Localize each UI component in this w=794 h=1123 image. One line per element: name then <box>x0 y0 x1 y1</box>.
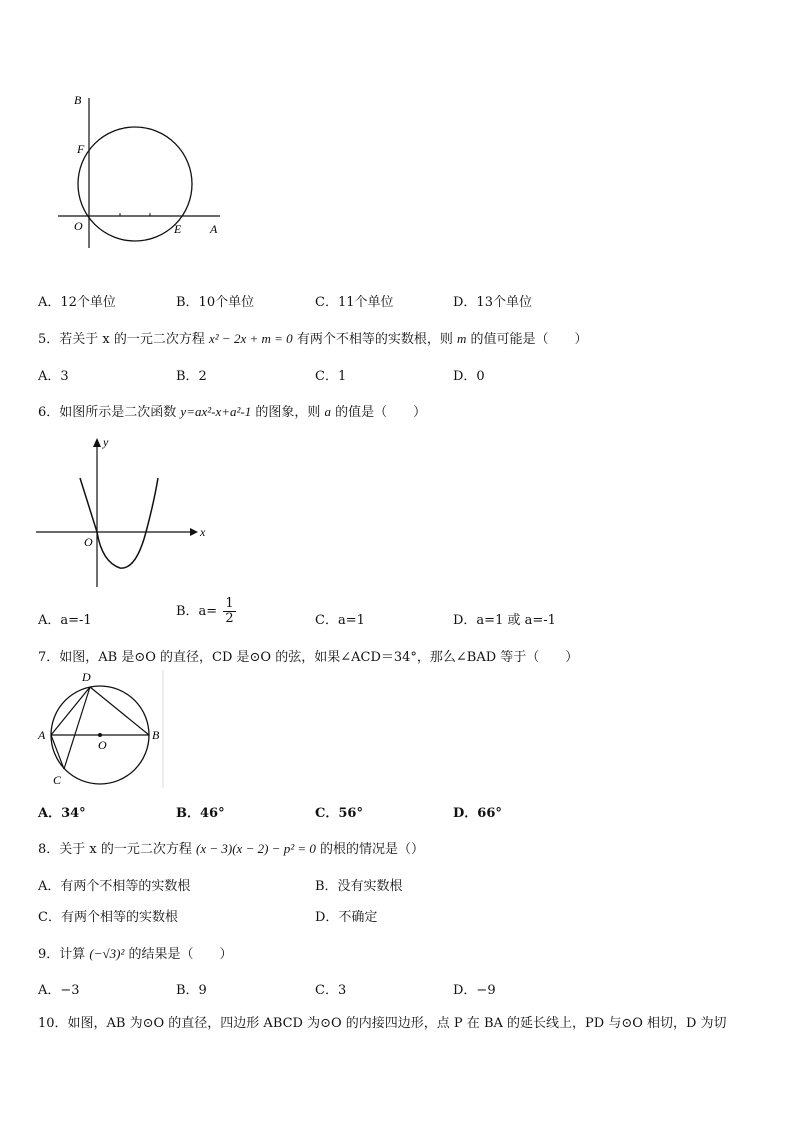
q7-label-c: C <box>53 773 62 787</box>
q7-option-c[interactable]: C．56° <box>315 806 363 821</box>
fig4-label-a: A <box>210 222 218 236</box>
q7-label-d: D <box>82 670 91 684</box>
q5-option-b[interactable]: B．2 <box>176 369 207 384</box>
q4-option-a[interactable]: A．12个单位 <box>38 295 116 310</box>
q7-label-b: B <box>152 728 160 742</box>
q6-option-b-denominator: 2 <box>225 611 234 626</box>
q7-label-o: O <box>98 738 107 752</box>
q5-option-d[interactable]: D．0 <box>453 369 485 384</box>
q5-option-c[interactable]: C．1 <box>315 369 347 384</box>
q4-figure <box>50 90 230 250</box>
q9-option-a[interactable]: A．−3 <box>38 983 80 998</box>
q4-option-b[interactable]: B．10个单位 <box>176 295 255 310</box>
q7-option-d[interactable]: D．66° <box>453 806 502 821</box>
fig4-label-b: B <box>74 93 82 107</box>
q6-func: y=ax²-x+a²-1 <box>180 404 252 419</box>
q7-option-b[interactable]: B．46° <box>176 806 225 821</box>
q7-label-a: A <box>38 728 46 742</box>
q8-option-b[interactable]: B．没有实数根 <box>315 879 403 894</box>
q6-var: a <box>324 404 332 419</box>
q8-option-a[interactable]: A．有两个不相等的实数根 <box>38 879 191 894</box>
q4-option-d[interactable]: D．13个单位 <box>453 295 532 310</box>
q7-circle-figure <box>36 668 166 790</box>
q6-option-b-prefix: B．a= <box>176 604 218 619</box>
q5-prefix: 5．若关于 x 的一元二次方程 <box>38 332 205 347</box>
q8-suffix: 的根的情况是（） <box>320 842 425 857</box>
q6-suffix: 的值是（ ） <box>335 405 427 420</box>
q9-option-b[interactable]: B．9 <box>176 983 207 998</box>
q8-option-d[interactable]: D．不确定 <box>315 910 378 925</box>
fig4-label-f: F <box>77 142 85 156</box>
q7-stem: 7．如图，AB 是⊙O 的直径，CD 是⊙O 的弦，如果∠ACD＝34°，那么∠BAD 等于（ ） <box>38 650 579 665</box>
q6-option-b-numerator: 1 <box>225 596 234 611</box>
q9-option-d[interactable]: D．−9 <box>453 983 496 998</box>
q7-option-a[interactable]: A．34° <box>38 806 86 821</box>
q5-suffix: 有两个不相等的实数根，则 <box>296 332 453 347</box>
q6-option-b[interactable] <box>176 597 236 626</box>
q9-suffix: 的结果是（ ） <box>128 947 233 962</box>
q4-option-c[interactable]: C．11个单位 <box>315 295 394 310</box>
q9-option-c[interactable]: C．3 <box>315 983 347 998</box>
q6-mid: 的图象，则 <box>255 405 321 420</box>
q8-prefix: 8．关于 x 的一元二次方程 <box>38 842 192 857</box>
q6-axis-x-label: x <box>200 525 206 539</box>
q6-stem <box>38 401 426 420</box>
fig4-label-o: O <box>74 219 83 233</box>
q6-option-b-fraction <box>223 597 235 626</box>
q6-origin-label: O <box>84 535 93 549</box>
q6-axis-y-label: y <box>103 435 109 449</box>
q6-parabola-figure <box>36 432 216 592</box>
q5-var: m <box>456 331 467 346</box>
q5-equation: x² − 2x + m = 0 <box>209 331 293 346</box>
q5-suffix2: 的值可能是（ ） <box>470 332 588 347</box>
q8-equation: (x − 3)(x − 2) − p² = 0 <box>196 841 316 856</box>
q6-prefix: 6．如图所示是二次函数 <box>38 405 177 420</box>
q5-stem <box>38 328 588 347</box>
q9-stem <box>38 943 233 962</box>
q6-option-c[interactable]: C．a=1 <box>315 613 365 628</box>
q5-option-a[interactable]: A．3 <box>38 369 69 384</box>
q10-stem: 10．如图，AB 为⊙O 的直径，四边形 ABCD 为⊙O 的内接四边形，点 P 在 BA 的延长线上，PD 与⊙O 相切，D 为切 <box>38 1016 727 1031</box>
q6-option-d[interactable]: D．a=1 或 a=-1 <box>453 613 556 628</box>
q9-prefix: 9．计算 <box>38 947 86 962</box>
q8-stem <box>38 838 424 857</box>
q9-expr: (−√3)² <box>89 946 125 961</box>
q8-option-c[interactable]: C．有两个相等的实数根 <box>38 910 178 925</box>
q6-option-a[interactable]: A．a=-1 <box>38 613 92 628</box>
fig4-label-e: E <box>174 222 182 236</box>
